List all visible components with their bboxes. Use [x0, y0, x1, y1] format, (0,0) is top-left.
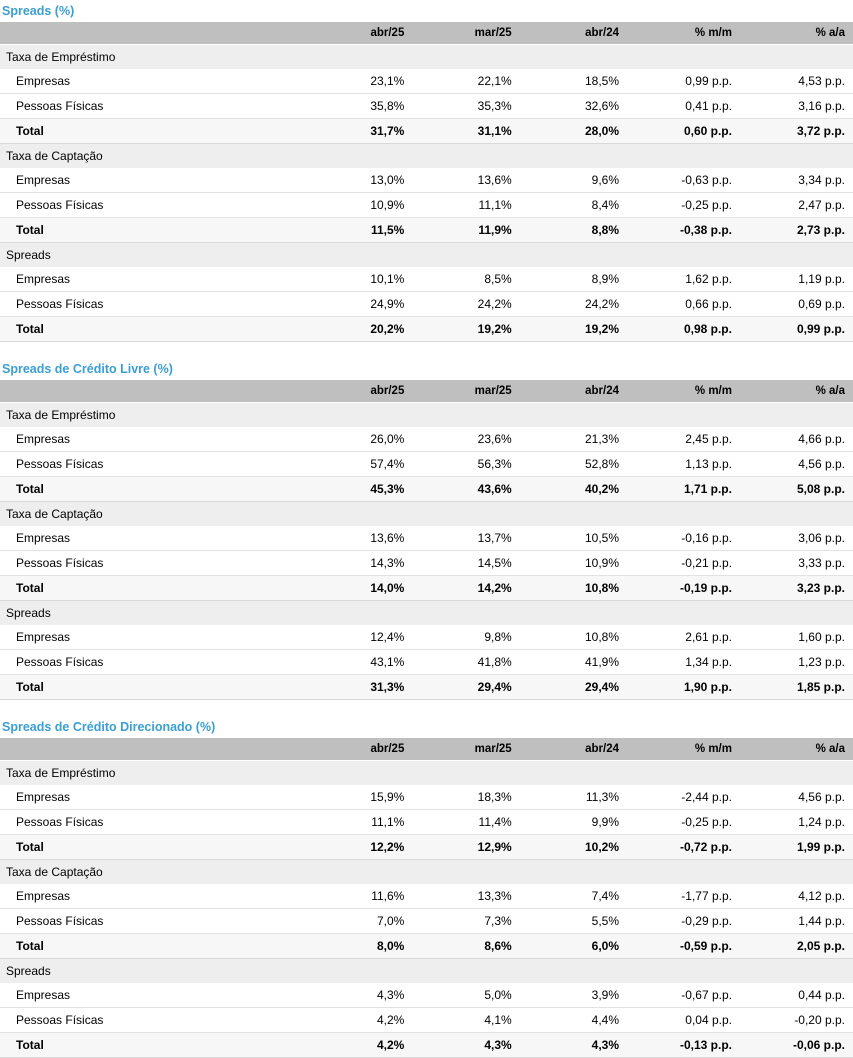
- table-row: [0, 551, 853, 576]
- cell-value: 5,0%: [412, 983, 519, 1008]
- cell-value: 2,61 p.p.: [627, 625, 740, 650]
- group-header-row: [0, 243, 853, 268]
- cell-value: 0,04 p.p.: [627, 1008, 740, 1033]
- cell-value: -0,67 p.p.: [627, 983, 740, 1008]
- row-label: Total: [0, 317, 305, 342]
- row-label: Pessoas Físicas: [0, 810, 305, 835]
- row-label: Pessoas Físicas: [0, 193, 305, 218]
- column-header: abr/24: [520, 380, 627, 403]
- cell-value: 8,9%: [520, 267, 627, 292]
- group-header-row: [0, 45, 853, 70]
- cell-value: 7,3%: [412, 909, 519, 934]
- cell-value: -0,59 p.p.: [627, 934, 740, 959]
- cell-value: 14,0%: [305, 576, 412, 601]
- table-row: [0, 650, 853, 675]
- group-label: Taxa de Captação: [0, 144, 853, 169]
- cell-value: 40,2%: [520, 477, 627, 502]
- column-header: abr/24: [520, 22, 627, 45]
- cell-value: 4,12 p.p.: [740, 884, 853, 909]
- spreads-section: [0, 0, 853, 342]
- table-header-row: [0, 380, 853, 403]
- cell-value: 7,4%: [520, 884, 627, 909]
- cell-value: 19,2%: [520, 317, 627, 342]
- cell-value: 3,72 p.p.: [740, 119, 853, 144]
- cell-value: 8,0%: [305, 934, 412, 959]
- cell-value: 4,3%: [412, 1033, 519, 1058]
- section-title: Spreads de Crédito Livre (%): [2, 362, 173, 376]
- cell-value: 52,8%: [520, 452, 627, 477]
- row-label: Pessoas Físicas: [0, 452, 305, 477]
- cell-value: 10,8%: [520, 625, 627, 650]
- cell-value: 1,19 p.p.: [740, 267, 853, 292]
- cell-value: 3,16 p.p.: [740, 94, 853, 119]
- group-header-row: [0, 144, 853, 169]
- row-label: Empresas: [0, 983, 305, 1008]
- group-label: Taxa de Empréstimo: [0, 45, 853, 70]
- table-row-total: [0, 1033, 853, 1058]
- cell-value: 56,3%: [412, 452, 519, 477]
- row-label: Empresas: [0, 526, 305, 551]
- column-header: mar/25: [412, 380, 519, 403]
- table-row: [0, 168, 853, 193]
- table-row: [0, 69, 853, 94]
- cell-value: 26,0%: [305, 427, 412, 452]
- cell-value: -0,06 p.p.: [740, 1033, 853, 1058]
- cell-value: 0,66 p.p.: [627, 292, 740, 317]
- cell-value: 1,90 p.p.: [627, 675, 740, 700]
- table-row: [0, 267, 853, 292]
- column-header: mar/25: [412, 22, 519, 45]
- cell-value: 0,98 p.p.: [627, 317, 740, 342]
- cell-value: 14,3%: [305, 551, 412, 576]
- cell-value: 8,4%: [520, 193, 627, 218]
- table-header-row: [0, 738, 853, 761]
- cell-value: 4,56 p.p.: [740, 785, 853, 810]
- row-label: Total: [0, 576, 305, 601]
- cell-value: 14,5%: [412, 551, 519, 576]
- cell-value: 3,23 p.p.: [740, 576, 853, 601]
- cell-value: 4,53 p.p.: [740, 69, 853, 94]
- cell-value: 0,99 p.p.: [740, 317, 853, 342]
- cell-value: 1,23 p.p.: [740, 650, 853, 675]
- section-spacer: [0, 700, 853, 716]
- cell-value: 2,73 p.p.: [740, 218, 853, 243]
- group-header-row: [0, 502, 853, 527]
- cell-value: 13,3%: [412, 884, 519, 909]
- cell-value: -0,19 p.p.: [627, 576, 740, 601]
- cell-value: 11,4%: [412, 810, 519, 835]
- cell-value: 1,13 p.p.: [627, 452, 740, 477]
- table-row: [0, 193, 853, 218]
- cell-value: -0,63 p.p.: [627, 168, 740, 193]
- cell-value: 7,0%: [305, 909, 412, 934]
- cell-value: 8,5%: [412, 267, 519, 292]
- cell-value: 28,0%: [520, 119, 627, 144]
- cell-value: -0,25 p.p.: [627, 810, 740, 835]
- column-header: abr/25: [305, 380, 412, 403]
- cell-value: 57,4%: [305, 452, 412, 477]
- cell-value: 29,4%: [412, 675, 519, 700]
- table-row-total: [0, 576, 853, 601]
- cell-value: 8,6%: [412, 934, 519, 959]
- cell-value: 3,9%: [520, 983, 627, 1008]
- row-label: Empresas: [0, 69, 305, 94]
- cell-value: 4,3%: [305, 983, 412, 1008]
- cell-value: 32,6%: [520, 94, 627, 119]
- cell-value: 10,1%: [305, 267, 412, 292]
- cell-value: 2,45 p.p.: [627, 427, 740, 452]
- row-label: Total: [0, 119, 305, 144]
- cell-value: 1,62 p.p.: [627, 267, 740, 292]
- table-header-row: [0, 22, 853, 45]
- cell-value: 10,2%: [520, 835, 627, 860]
- cell-value: 9,6%: [520, 168, 627, 193]
- cell-value: 11,5%: [305, 218, 412, 243]
- row-label: Pessoas Físicas: [0, 909, 305, 934]
- cell-value: 20,2%: [305, 317, 412, 342]
- spreads-table: [0, 380, 853, 700]
- cell-value: 4,4%: [520, 1008, 627, 1033]
- cell-value: 11,9%: [412, 218, 519, 243]
- cell-value: 4,1%: [412, 1008, 519, 1033]
- cell-value: 19,2%: [412, 317, 519, 342]
- cell-value: 2,47 p.p.: [740, 193, 853, 218]
- table-row-total: [0, 675, 853, 700]
- cell-value: -1,77 p.p.: [627, 884, 740, 909]
- cell-value: 1,44 p.p.: [740, 909, 853, 934]
- table-row: [0, 452, 853, 477]
- row-label: Empresas: [0, 625, 305, 650]
- cell-value: 35,3%: [412, 94, 519, 119]
- spreads-section: [0, 716, 853, 1058]
- cell-value: 3,34 p.p.: [740, 168, 853, 193]
- column-header: % m/m: [627, 22, 740, 45]
- cell-value: -0,72 p.p.: [627, 835, 740, 860]
- group-header-row: [0, 601, 853, 626]
- table-row: [0, 1008, 853, 1033]
- table-row: [0, 810, 853, 835]
- row-label: Empresas: [0, 168, 305, 193]
- column-header: abr/24: [520, 738, 627, 761]
- cell-value: 4,2%: [305, 1008, 412, 1033]
- row-label: Total: [0, 218, 305, 243]
- cell-value: -0,16 p.p.: [627, 526, 740, 551]
- spreads-table: [0, 22, 853, 342]
- table-row-total: [0, 934, 853, 959]
- cell-value: 4,3%: [520, 1033, 627, 1058]
- table-row: [0, 785, 853, 810]
- group-label: Spreads: [0, 959, 853, 984]
- row-label: Empresas: [0, 785, 305, 810]
- cell-value: 2,05 p.p.: [740, 934, 853, 959]
- cell-value: 21,3%: [520, 427, 627, 452]
- cell-value: 1,71 p.p.: [627, 477, 740, 502]
- cell-value: 41,9%: [520, 650, 627, 675]
- cell-value: -0,25 p.p.: [627, 193, 740, 218]
- cell-value: 31,3%: [305, 675, 412, 700]
- cell-value: 5,08 p.p.: [740, 477, 853, 502]
- cell-value: 3,06 p.p.: [740, 526, 853, 551]
- cell-value: 24,2%: [412, 292, 519, 317]
- row-label: Pessoas Físicas: [0, 94, 305, 119]
- cell-value: 23,6%: [412, 427, 519, 452]
- row-label: Pessoas Físicas: [0, 1008, 305, 1033]
- cell-value: 8,8%: [520, 218, 627, 243]
- cell-value: -0,20 p.p.: [740, 1008, 853, 1033]
- cell-value: 4,2%: [305, 1033, 412, 1058]
- table-row: [0, 983, 853, 1008]
- column-header: abr/25: [305, 738, 412, 761]
- table-row: [0, 884, 853, 909]
- cell-value: 11,1%: [305, 810, 412, 835]
- table-row: [0, 94, 853, 119]
- row-label: Total: [0, 1033, 305, 1058]
- group-label: Spreads: [0, 601, 853, 626]
- table-row: [0, 625, 853, 650]
- cell-value: -0,29 p.p.: [627, 909, 740, 934]
- column-header: % a/a: [740, 738, 853, 761]
- cell-value: 13,0%: [305, 168, 412, 193]
- group-label: Taxa de Empréstimo: [0, 403, 853, 428]
- cell-value: 10,5%: [520, 526, 627, 551]
- column-header: % a/a: [740, 22, 853, 45]
- group-header-row: [0, 959, 853, 984]
- cell-value: 0,41 p.p.: [627, 94, 740, 119]
- cell-value: 0,60 p.p.: [627, 119, 740, 144]
- column-header: abr/25: [305, 22, 412, 45]
- column-header: % m/m: [627, 738, 740, 761]
- group-header-row: [0, 860, 853, 885]
- group-label: Taxa de Captação: [0, 502, 853, 527]
- cell-value: 3,33 p.p.: [740, 551, 853, 576]
- table-row: [0, 526, 853, 551]
- section-spacer: [0, 342, 853, 358]
- row-label: Empresas: [0, 267, 305, 292]
- cell-value: 9,8%: [412, 625, 519, 650]
- group-header-row: [0, 761, 853, 786]
- column-header-label: [0, 380, 305, 403]
- cell-value: -2,44 p.p.: [627, 785, 740, 810]
- cell-value: 31,1%: [412, 119, 519, 144]
- cell-value: -0,38 p.p.: [627, 218, 740, 243]
- row-label: Total: [0, 675, 305, 700]
- cell-value: 1,24 p.p.: [740, 810, 853, 835]
- cell-value: 11,1%: [412, 193, 519, 218]
- cell-value: 14,2%: [412, 576, 519, 601]
- row-label: Pessoas Físicas: [0, 551, 305, 576]
- cell-value: 35,8%: [305, 94, 412, 119]
- cell-value: 4,56 p.p.: [740, 452, 853, 477]
- table-row-total: [0, 119, 853, 144]
- column-header-label: [0, 22, 305, 45]
- cell-value: 18,3%: [412, 785, 519, 810]
- cell-value: -0,21 p.p.: [627, 551, 740, 576]
- column-header: % a/a: [740, 380, 853, 403]
- cell-value: 18,5%: [520, 69, 627, 94]
- cell-value: 13,6%: [412, 168, 519, 193]
- cell-value: 22,1%: [412, 69, 519, 94]
- cell-value: 6,0%: [520, 934, 627, 959]
- spreads-section: [0, 358, 853, 700]
- group-header-row: [0, 403, 853, 428]
- group-label: Taxa de Captação: [0, 860, 853, 885]
- cell-value: 10,9%: [305, 193, 412, 218]
- row-label: Pessoas Físicas: [0, 650, 305, 675]
- cell-value: 24,2%: [520, 292, 627, 317]
- cell-value: 23,1%: [305, 69, 412, 94]
- cell-value: 13,7%: [412, 526, 519, 551]
- table-row-total: [0, 835, 853, 860]
- cell-value: 45,3%: [305, 477, 412, 502]
- group-label: Spreads: [0, 243, 853, 268]
- cell-value: 11,3%: [520, 785, 627, 810]
- cell-value: 12,9%: [412, 835, 519, 860]
- cell-value: 11,6%: [305, 884, 412, 909]
- cell-value: 1,85 p.p.: [740, 675, 853, 700]
- row-label: Total: [0, 835, 305, 860]
- table-row: [0, 909, 853, 934]
- section-title: Spreads de Crédito Direcionado (%): [2, 720, 216, 734]
- cell-value: 1,99 p.p.: [740, 835, 853, 860]
- group-label: Taxa de Empréstimo: [0, 761, 853, 786]
- row-label: Total: [0, 477, 305, 502]
- column-header-label: [0, 738, 305, 761]
- cell-value: 0,99 p.p.: [627, 69, 740, 94]
- cell-value: 5,5%: [520, 909, 627, 934]
- cell-value: 15,9%: [305, 785, 412, 810]
- cell-value: 10,9%: [520, 551, 627, 576]
- cell-value: 41,8%: [412, 650, 519, 675]
- cell-value: 31,7%: [305, 119, 412, 144]
- cell-value: 9,9%: [520, 810, 627, 835]
- cell-value: 10,8%: [520, 576, 627, 601]
- table-row: [0, 292, 853, 317]
- cell-value: 12,2%: [305, 835, 412, 860]
- cell-value: 1,34 p.p.: [627, 650, 740, 675]
- cell-value: 43,6%: [412, 477, 519, 502]
- cell-value: 29,4%: [520, 675, 627, 700]
- row-label: Empresas: [0, 884, 305, 909]
- cell-value: 0,69 p.p.: [740, 292, 853, 317]
- table-row-total: [0, 218, 853, 243]
- cell-value: 1,60 p.p.: [740, 625, 853, 650]
- cell-value: 13,6%: [305, 526, 412, 551]
- cell-value: 4,66 p.p.: [740, 427, 853, 452]
- row-label: Total: [0, 934, 305, 959]
- cell-value: -0,13 p.p.: [627, 1033, 740, 1058]
- column-header: mar/25: [412, 738, 519, 761]
- column-header: % m/m: [627, 380, 740, 403]
- cell-value: 12,4%: [305, 625, 412, 650]
- spreads-table: [0, 738, 853, 1058]
- cell-value: 43,1%: [305, 650, 412, 675]
- row-label: Empresas: [0, 427, 305, 452]
- table-row-total: [0, 477, 853, 502]
- table-row: [0, 427, 853, 452]
- cell-value: 0,44 p.p.: [740, 983, 853, 1008]
- row-label: Pessoas Físicas: [0, 292, 305, 317]
- cell-value: 24,9%: [305, 292, 412, 317]
- table-row-total: [0, 317, 853, 342]
- section-title: Spreads (%): [2, 4, 75, 18]
